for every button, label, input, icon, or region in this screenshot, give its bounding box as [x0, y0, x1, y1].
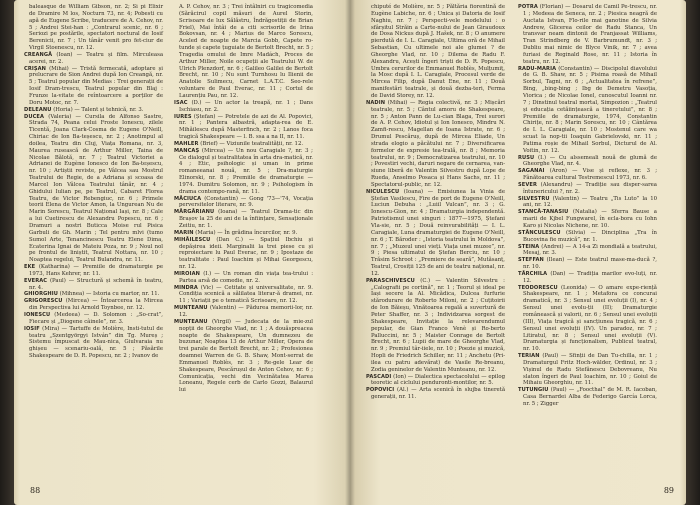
- right-page: [350, 0, 686, 505]
- author-name: GHIORGHIU: [24, 291, 58, 298]
- author-name: MIHĂILESCU: [174, 236, 211, 243]
- author-name: DELEANU: [24, 106, 52, 113]
- index-entry: [174, 148, 313, 196]
- index-entry: [24, 326, 163, 360]
- author-name: TĂRCHILA: [518, 270, 548, 277]
- index-entry: [518, 285, 657, 353]
- author-name: EKE: [24, 264, 36, 271]
- author-name: MAHLER: [174, 140, 199, 147]
- entry-text: (Dan C.) — Spațiul Ibchiu și depășirea ideii. Marginalii la trei piese cu și reproiectare lu Paul Everac, nr. 9 ; Ipostaze de teatralitate : Paul Ioachim și Mihai Georgescu, nr. 12.: [179, 236, 313, 271]
- entry-text: (Ioana) — Teatrul Drama-tic din Brașov la 25 de ani de la înființare, Sensaționale Zeitiu, nr. 1.: [179, 209, 313, 229]
- index-entry: [518, 209, 657, 230]
- entry-text: A. P. Cehov, nr. 3 ; Trei întâlniri cu tragicomedia (Sărăcirul copil măsuri de Aurel Storin, Scrisoare de lux Sălăstru, Îndrăgostiții de Brian Friel), Mai întâi de a citi scrisorile de Irina Bokovsan, nr. 4 ; Marius de Marco Sorescu, Aceled de noapte de Marcia Gobb, Capete ro-tunde și capete țuguiate de Bertolt Brecht, nr. 5 ; Tragedia omului de Imre Madách, Proces de Arthur Miller, Noile ocupeții ale Teatrului W. de Ulrich Plenzdorf, nr. 6 ; Galileo Galilei de Bertolt Brecht, nr. 10 ; Nu sunt Turnhosu lu Ilienii de Anatolie Sulimecu, Carnet L.A.T.C. Seo-rele voluntare de Paul Everac, nr. 11 ; Cortul de Laurențiu Pau, nr. 12.: [179, 4, 313, 99]
- index-entry: [518, 196, 657, 210]
- index-entry: [518, 271, 657, 285]
- author-name: SILVESTRU: [518, 195, 550, 202]
- author-name: TEODORESCU: [518, 284, 558, 291]
- entry-text: (Vic) — Cetitate și universalitate, nr. 9. Condiția scenică a sălilatea literar-ă dramei, nr. 11 ; Variații pe o tematică Scrisoare, nr. 12.: [179, 284, 313, 305]
- entry-text: (Medeea) — D. Solomon : „So-crat”, Fiecare și „Diogene câinele”, nr. 3.: [29, 311, 163, 325]
- author-name: IONESCU: [24, 311, 51, 318]
- index-entry: [366, 374, 505, 388]
- entry-text: (Constantin) — Discipolul diavolului de G. B. Shaw, nr. 5 ; Pisima roasă de Mihail Sorbul, Tagni, nr. 6 ; „Actualitatea în refrene”, Bing, „bing-bing ; Ibg de Demetru Vasoția, Viorica ; de Nicolae Ionel, cunoscutul Ioanni nr. 7 ; Dinstinul teatral mortal, Simpozion : „Teatrul și educația cetăiințească a tineretului”, nr. 8 ; Premiile de dramaturgie, 1974, Constantin Chirițe, nr. 8 ; Marin Sorescu, nr. 10 ; Cântărea de I. L. Caragiale, nr. 10 ; Mostenul care wa scuat la nop-tii Ioaquin Gabrielovski, nr. 11 ; Patima roșie de Mihail Sorbul, Dicturul de Al. Voitin, nr. 12.: [523, 65, 657, 154]
- index-entry: [174, 285, 313, 306]
- entry-text: (Mira) — Tartuffe de Molière, Insti-tutul de teatru „Szentgyörgyi István” din Tg. Mureș ; Sistemu împuscat de Mau-nica, Giulvaraia nu ghișeu — scenariu-oală, nr. 5 ; Păsările Shakespeare de D. R. Popescu, nr. 2 ; Ivanov de: [29, 325, 164, 360]
- entry-text: (Virgil) — Judecata de la mie-zul nopții de Gheorghe Vlad, nr. 1 ; A douăspreacea noapte de Shakespeare, Un dumnezeu de buzunar, Noaptea 13 de Arthur Miller, Opera de trei parale de Bertolt Brecht, nr. 2 ; Profesionea doamnei Warren de G. B. Shaw, Mont-serrat de Emmanuel Roblès, nr. 3 ; Re-gele Lear de Shakespeare, Pescărușul de Anton Cehov, nr. 6 ; Comunicația, vechi din Vecinătatea Marea Loneanu, Regele cerb de Carlo Gozzi, Balaurul lui: [179, 318, 314, 394]
- index-entry: [518, 230, 657, 244]
- index-entry: [518, 182, 657, 196]
- author-name: ISAC: [174, 99, 188, 106]
- index-entry: [24, 264, 163, 278]
- left-page-column-2: [174, 4, 313, 394]
- author-name: CREANGĂ: [24, 51, 53, 58]
- author-name: MANCAȘ: [174, 147, 200, 154]
- index-entry: [24, 107, 163, 114]
- entry-text: (Mircea) — Un nou Caragiale ?, nr. 3 ; Ce dialogul și teatralitatea în arta dra-matică, nr. 4 ; Etic, psihologic și uman in prime romaneeanai nouă, nr. 5 ; Dra-maturgie Elinorski, nr. 8 ; Premiile de dramaturgie — 1974. Dumitru Solomon, nr. 9 ; Psihologism în drama contempo-rană, nr. 11.: [179, 147, 313, 195]
- author-name: CRIȘAN: [24, 65, 47, 72]
- entry-text: (Mihai) — Regia colectivă, nr. 3 ; Mișcări teatrale, nr. 5 ; Cântul amoru de Shakespeare, nr. 5 ; Anton Pann de Lu-cian Blaga, Trei surori de A. P. Cehov, Idiotul și Ion Ionesco, Mindru N. Zamfi-rescu, Magellan de Ioana Istrate, nr. 6 ; Drumul Pescăruș, după de Mircea Eliade, Un strada elogio a păcătului nr. 7 ; Diversificarea formelor de expresie tea-trală, nr. 8 ; Memoria teatrului, nr. 9 ; Democratizarea teatrului, nr. 10 ; Povestiri vechi, daruri negare de cernarea, van-siune liberă de Valentin Silvestru după Lope de Rueda, Anselmo Posaca și Hans Sachs, nr. 11 ; Spectatorul-public, nr. 12.: [371, 99, 505, 188]
- right-page-column-1: [366, 4, 505, 401]
- index-entry: [366, 387, 505, 401]
- index-entry: [174, 196, 313, 210]
- book-cover-edge-right: [686, 0, 700, 505]
- author-name: STĂNCULESCU: [518, 229, 561, 236]
- entry-text: (Maria) — În grădina încurcilor, nr. 9.: [195, 229, 298, 236]
- author-name: MARIN: [174, 229, 194, 236]
- index-entry: [174, 100, 313, 114]
- author-name: NADIN: [366, 99, 386, 106]
- index-entry: [174, 319, 313, 394]
- index-entry: [174, 230, 313, 237]
- author-name: POTRA: [518, 4, 538, 10]
- entry-text: (Natalia) — Sferra Bause a marii de Kjbel Fungwarel, în ecla-bora cu Iohn Karo și Nicolas Nichene, nr. 10.: [523, 209, 657, 229]
- entry-text: (Ioana) — Emisiunea la Vinia de Ștefan Vasilescu, Fire de port de Eugene O'Neill, Luciun Debuha : „Luiil Vulcan”, nr. 3 ; G. Ionescu-Gion, nr. 4 ; Dramaturgia independentă. Patriotismul unei singuri : 1877—1975, Ștefani Vla-sie, nr. 5 ; Două reinvurabilități — I. L. Caragiale, Luna dramaturgiei de Eugene O'Neill, nr. 6 ; T. Băroder : „Istoria teatrului în Moldova”, nr. 7 ; „Muzeul unei vieți. Viața unei muzee”, nr. 9 ; Piesa ultimatul de Ștefan Berciu, nr. 10 ; Trăsim Schroot : „Premiere de seară”, Mutăsanț, Teatrul, Crosiții 125 de ani de teatru național, nr. 12.: [371, 188, 506, 277]
- index-entry: [24, 4, 163, 52]
- entry-text: (Valentin) — Pădurea memorii-lor, nr. 12.: [179, 305, 314, 318]
- index-entry: [24, 52, 163, 66]
- author-name: IURES: [174, 113, 192, 120]
- entry-text: (Brief) — Viziunile teatralității, nr. 12.: [200, 140, 304, 147]
- author-name: TERIAN: [518, 353, 540, 360]
- index-entry: [366, 189, 505, 278]
- index-entry: [518, 4, 657, 66]
- index-entry: [174, 141, 313, 148]
- index-entry: [174, 4, 313, 100]
- left-page-number: 88: [30, 486, 41, 495]
- entry-text: (I.) — Un roman din viața tea-trului : Partea arsă de comedie, nr. 2.: [179, 270, 313, 284]
- index-entry: [174, 305, 313, 319]
- author-name: MIROIAN: [174, 270, 201, 277]
- entry-text: (Valentin) — Teatru „Tis Luto” la 10 ani, nr. 12.: [523, 195, 657, 209]
- entry-text: (Silvia) — Dinciplina „Tra în Bucovina fie muzică”, nr. 1.: [523, 229, 657, 243]
- index-entry: [518, 168, 657, 182]
- entry-text: (Horia) — Talent și tehnică, nr. 3.: [53, 106, 144, 113]
- index-entry: [366, 4, 505, 100]
- entry-text: (Dan) — Tradiția marilor evo-luți, nr. 12.: [523, 270, 657, 284]
- author-name: RUSU: [518, 154, 535, 161]
- entry-text: (Paul) — Sfinții de Dan Tu-chilla, nr. 1 ; Dramaturgul Fritz Hoch-wälder, Ordinul, nr. 3 ; Vișinul de Radu Stefănescu Debovreanu, Nu slaton îngeri de Paul Ioachim, nr. 10 ; Goiul de Mihaiu Gheorghiu, nr. 11.: [523, 353, 658, 387]
- entry-text: (Ilean) — Este teatrul mase-ma-ducă ?, nr. 10.: [523, 257, 658, 271]
- author-name: SAGANAI: [518, 168, 545, 175]
- book-spine-shadow: [345, 0, 355, 505]
- entry-text: (Ioan) — Teatru și film. Mirculeasa acerei, nr. 2.: [29, 51, 164, 65]
- index-entry: [24, 114, 163, 265]
- entry-text: (Leonida) — O amare expe-riență Shakespeare, nr. 1 ; Metafora ce concurai dramatică, nr. 3 ; Sensul unei evoluții (I), nr. 4 ; Sensul unei evolu-ții (II); Dramaturgie românească și valorii, nr. 6 ; Sensul unei evoluții (III), Viața tragică și sancțiunea tragică, nr. 6 ; Sensul unei evoluții (IV). Un paradoz, nr. 7 ; Litiratul, nr. 8 ; Sensul unei evoluții (V). Dramaturgia și funcționalism, Publicul teatral, nr. 10.: [523, 284, 657, 353]
- entry-text: (Florian) — Dosarul de Camil Pe-trescu, nr. 1 ; Medeea de Seneca, nr. 2 ; Piesica neagră de Auctata Istvan, Flo-rile mai ganotine de Silvia Andrew, Glicerea ceilor de Radu Stanca, Un transvar neam dintonii de Franjassat Williams, Tran Strindberg de V. Barbrumundt, nr. 3 ; Dubliu mai nimic de Blyce Vinik, nr. 7 ; avea furiasi de Reginald Rose, nr. 11 ; Istoria în teatru, nr. 12.: [523, 4, 657, 65]
- index-entry: [518, 66, 657, 155]
- index-entry: [24, 312, 163, 326]
- index-entry: [24, 278, 163, 292]
- author-name: DUCEA: [24, 113, 45, 120]
- index-entry: [366, 100, 505, 189]
- entry-text: (Valeria) — Cursila de Alfonso Sastre, Strada 74, Peana celui Froste Ionescu, zilele Ticentă, Joana Clark-Cosma de Eugene O'Neill, Chiriac de Ion Ba-teșescu, nr. 2 ; Anotimpul al doilea, Teatru din Cluj, Viața Romana, nr. 3, Maurea rusească de Arthur Miller, Taina de Nicolae Bălotă, nr. 7 ; Teatrul Victoriei a Adrianei de Eugène Ionesco de Ion Ba-teșescu, nr. 10 ; Artiștii reviste, pe Vâlcea sau Mostrul Teatrului de Regie, de a Adriana și scoasa de Marcel Ion Vâlcea Teatrului tânăr, nr. 4 ; Ghidului Iulian pe, pe Teatrul, Cabaret Florea Teatru, de Victor Rebengiuc, nr. 6 ; Primele teorii Elena de Victor Amon, la Ungurean Nu de Marin Sorescu, Teatrul Național Iași, nr. 8 ; Cale a lui Cuetirescu de Alexandru Popescu, nr. 6 ; Dramuri a nostri Buticca Moise rul Pisica Garbuli de Gh. Marin ; Tel pentru mlvi (tumo Sumol Arte, Tenancinescu Teatru Elene Dima, Ecaterina Ignai de Mateiu Poza, nr. 9 ; Noul nol pe frontul de liniștit, Teatrul Nottara, nr. 10 ; Noaptea regelui, Teatrul Bulandra, nr. 11.: [29, 113, 164, 264]
- author-name: NICULESCU: [366, 188, 400, 195]
- index-entry: [174, 271, 313, 285]
- entry-text: baleasque de William Gibson, nr. 2; Si pi Elixir de Dramire M los, Nocturn 73, nr. 4; Pobesti cu apă de Eugene Scribe, traducere de A. Cehov, nr. 5 ; Andrei Stei-han : „Contrarul scenic, nr. 6 ; Seriozi pe postările, spectatori noctural de Iosif Berenicii, nr. 7 ; Un tânăr venit pro fet-ciur de Virgil Stoenescu, nr. 12.: [29, 4, 163, 52]
- entry-text: (D.) — Un actor la treapă, nr. 1 ; Dans Ischiasu, nr. 2.: [179, 99, 313, 113]
- entry-text: (C.) — Valentin Silvestru : „Calografii pe cortină”, nr. 1 ; Teorul și ideal pe Iași secere la Al. Micădica, Dulcea furfurie stărodurare de Roberto Miloni, nr. 2 ; Cuțitoirii de Ion Băieșu, Vinătoarea regală a suvertură de Peter Shaffer, nr. 3 ; Individzarea sorgest de Shakespeare, Invitație la relevarendumul pepular, de Gian Franco Venè și Ro-berto Palluccini, nr. 5 ; Maister Conrage de Bertolt Brecht, nr. 6 ; Lupii de mare de Gheorghe Vlad, nr. 9 ; Premiul târ-iiele, nr. 10 ; Poezie și muzică, Hopli de Friedrich Schiller, nr. 11 ; Anchetu (Pri-ilea cu patru adevărat) de Vasile Re-breanu, Zodia geninelor de Valentin Munteanu, nr. 12.: [371, 277, 505, 373]
- author-name: IOSIF: [24, 325, 40, 332]
- entry-text: (Constantin) — Gong '73—'74, Vocația perversitelor literare, nr. 9.: [179, 195, 314, 209]
- author-name: STEINA: [518, 243, 540, 250]
- author-name: GRIGORESCU: [24, 298, 63, 305]
- left-page: [14, 0, 350, 505]
- entry-text: (Paul) — „Foocthal” de M. R. Iacoban, Casa Bernardei Alba de Federigo García Lorca, nr. 5 ; Zigger: [523, 387, 657, 407]
- entry-text: (Andrei) — A 14-a Zi mondială a teatrului, Mesaj, nr. 3.: [523, 243, 657, 257]
- author-name: RADU-MARIA: [518, 65, 557, 72]
- book-cover-edge-left: [0, 0, 14, 505]
- author-name: MĂRGĂRIANU: [174, 209, 215, 216]
- entry-text: (Mihai) — Tristă fermecată, adoptare și prelucrare de Sion Andrei după Ion Creangă, nr. 5 ; Teatrul popular din Medias : Trei generații de Iosif Dram-trescu, Teatrul popular din Blaj : Frunze la-vitate de reîntoarcere a porților de Doru Motoc, nr. 7.: [29, 65, 163, 106]
- index-entry: [24, 66, 163, 107]
- left-page-column-1: [24, 4, 163, 360]
- author-name: POPOVICI: [366, 387, 395, 394]
- author-name: TUTUNGIU: [518, 387, 549, 394]
- index-entry: [174, 114, 313, 141]
- entry-text: (Katharina) — Premiile de dramaturgie pe 1973, Hans Kehrer, nr. 11.: [29, 264, 163, 277]
- index-entry: [518, 155, 657, 169]
- entry-text: (Ștefan) — Potretele de azi de Al. Popovici, nr. 1 ; Pantera albastră, adapta-rea de E. Mihăilescu după Masterfinch, nr. 2 ; Lanos foca tragică Shakespeare — l. B. ssa a na II, nr. 11.: [179, 113, 313, 141]
- right-page-number: 89: [663, 486, 674, 495]
- entry-text: chiputé de Molière, nr. 5 ; Păltăria fiorentină de Eugène Labiche, nr. 6 ; Unica și Datoria de Iosif Naghiu, nr. 7 ; Perspecti-vele modelului : o sfârșitul Străin a Carte-nului de Jean Giraudoux de Dosa Nickus după J. Hašek, nr. 8 ; O anumere pierdută de I. L. Caragiale, Ultima oră de Mihail Sebastian, Cu ultimele noi ale glumei ? de Gheorghe Vlad, nr. 10 ; Dilema de Radu F. Alexandru, Acești îngeri triști de D. R. Popescu, Umbra cerurilor de Emmanuel Roblès, Mulțumiț, la Mosc după I. L. Caragiale, Procesul verde de Mircea Filip, după Danut Ene, nr. 11 ; Două manifestări teatrale, și două dezba-teri, Ferma de David Storey, nr. 12.: [371, 4, 505, 99]
- entry-text: (Mihnea) — Istoria cu martor, nr. 11.: [59, 291, 160, 298]
- author-name: MUNTEANU: [174, 305, 208, 312]
- index-entry: [518, 387, 657, 408]
- index-entry: [518, 244, 657, 258]
- index-entry: [518, 353, 657, 387]
- author-name: STANCĂ-TANASIU: [518, 209, 569, 216]
- entry-text: (Mircea) — Întoarcerea la Mircea din Perspectiva lui Arnold Toynbee, nr. 12.: [29, 298, 163, 312]
- author-name: STEFFAN: [518, 257, 544, 264]
- author-name: EVERAC: [24, 277, 48, 284]
- author-name: MUNTEANU: [174, 318, 208, 325]
- author-name: SEVER: [518, 181, 537, 188]
- author-name: PARASCHIVESCU: [366, 277, 415, 284]
- author-name: MĂCIUCA: [174, 195, 202, 202]
- entry-text: (Al.) — Arta scenică în slujba tineretă generații, nr. 11.: [371, 387, 506, 401]
- entry-text: (Paul) — Structură și schemă în teatru, nr. 4.: [29, 277, 163, 291]
- author-name: PASCADI: [366, 373, 392, 380]
- entry-text: (I.) — Cu alssemeali nouă de glumă de Gheorghe Vlad, nr. 4.: [523, 154, 657, 168]
- right-page-column-2: [518, 4, 657, 408]
- entry-text: (Ion) — Dialectica spectacolului — epilog teoretic al ciclului penduronti-montilor, nr. 5.: [371, 373, 505, 387]
- index-entry: [174, 237, 313, 271]
- index-entry: [174, 209, 313, 230]
- index-entry: [518, 257, 657, 271]
- index-entry: [366, 278, 505, 374]
- author-name: MINDRA: [174, 284, 198, 291]
- entry-text: (Alexandru) — Tradiție sau disper-sarea întunericului ?, nr. 2.: [523, 181, 657, 195]
- entry-text: (Aron) — Vise și reflexe, nr. 3 ; Fânătoarea cultural Testremescul 1973, nr. 6.: [523, 168, 658, 182]
- index-entry: [24, 298, 163, 312]
